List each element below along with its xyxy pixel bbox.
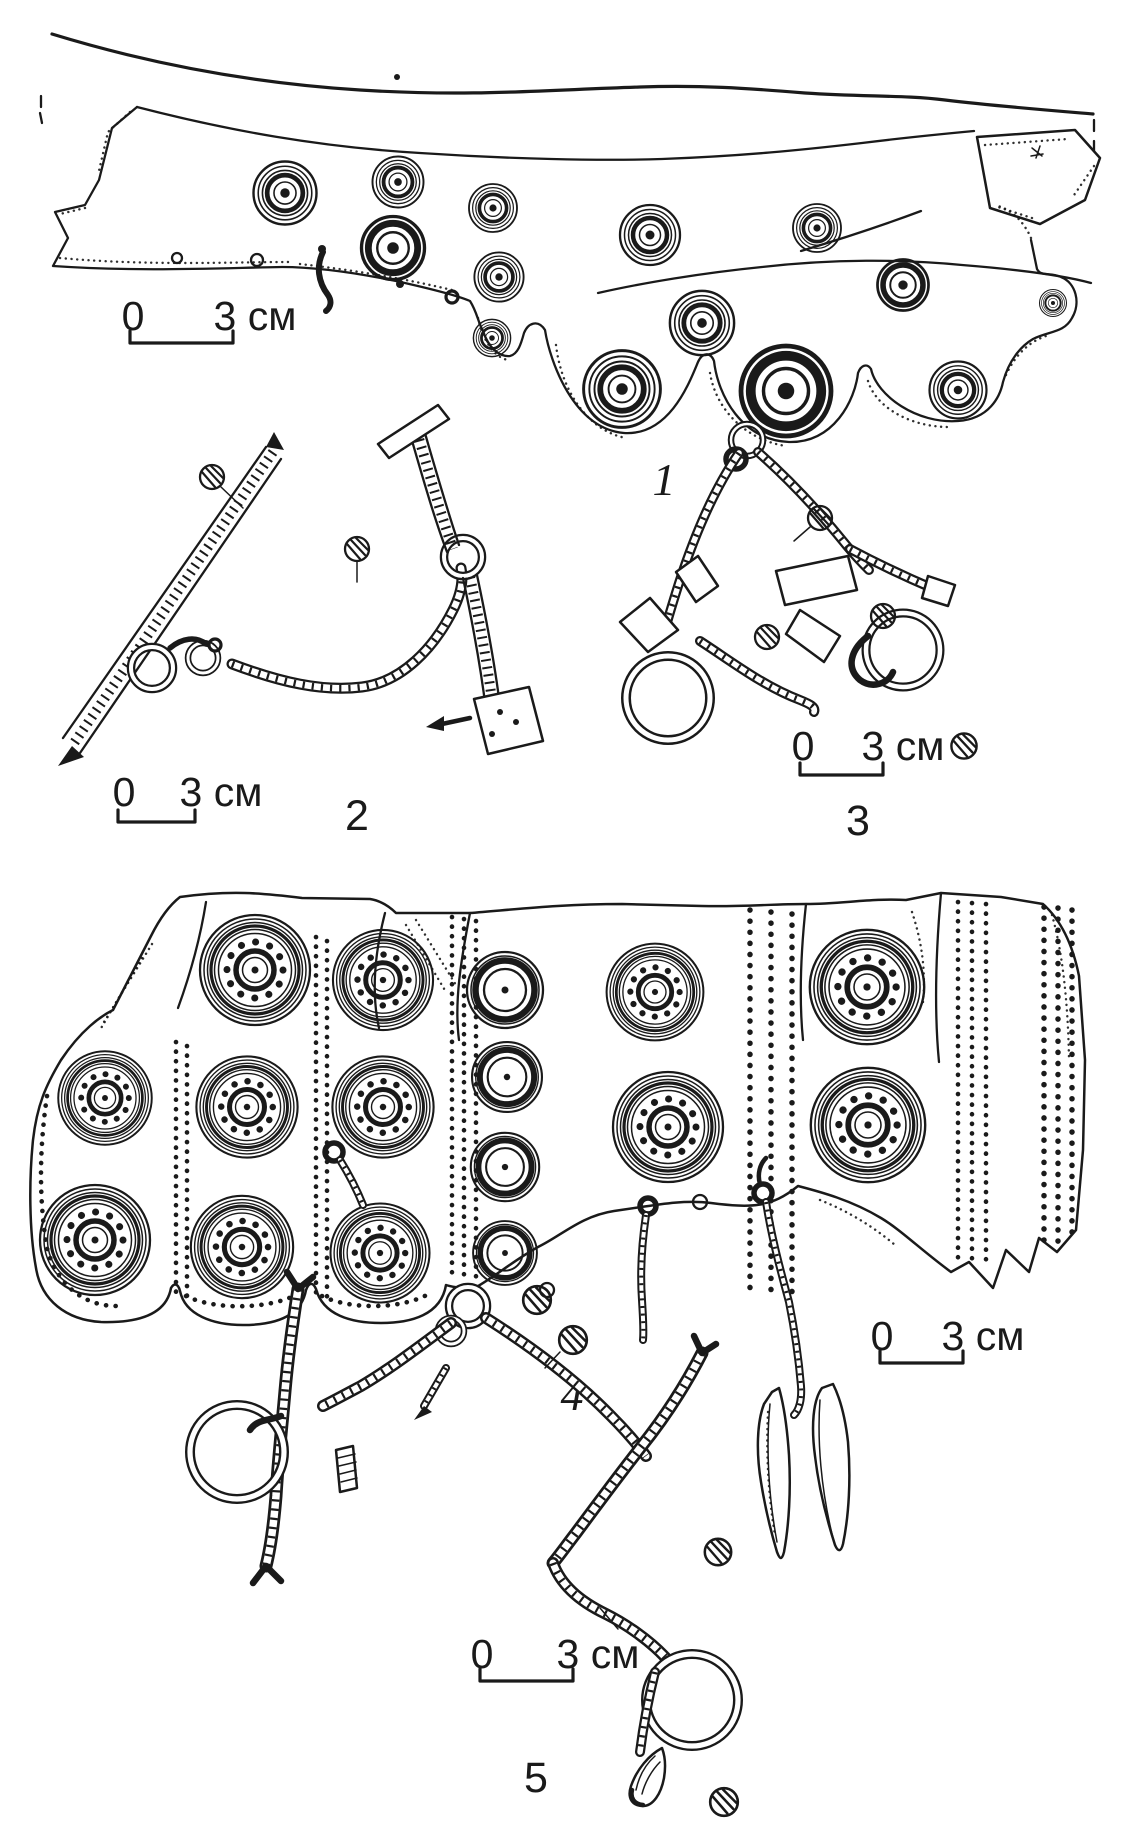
scale-bar-5 <box>471 1631 640 1681</box>
scale-bar-4 <box>871 1313 1025 1363</box>
plate-outline <box>53 107 1091 442</box>
left-twisted-cheekpiece <box>58 432 284 766</box>
scale-unit: 3 см <box>861 723 945 769</box>
strap-end-blades <box>758 1384 850 1558</box>
mouthpiece-bars <box>665 452 869 630</box>
scale-zero: 0 <box>121 293 145 339</box>
scale-bar-1 <box>122 293 297 343</box>
loose-nail <box>426 716 470 731</box>
plate-outline <box>30 893 1085 1325</box>
mouthpiece-bars <box>323 1318 646 1456</box>
artifact-5-horse-bit-drawing <box>190 1272 738 1816</box>
rein-loop-curl <box>131 639 221 689</box>
scale-unit: 3 см <box>941 1313 1025 1359</box>
scale-bar-3 <box>792 723 945 775</box>
scale-bar-2 <box>113 769 263 822</box>
artifact-2-horse-bit-drawing <box>58 405 543 766</box>
upper-strip <box>40 34 1094 160</box>
scale-zero: 0 <box>470 1631 494 1677</box>
item-label-2: 2 <box>345 792 369 840</box>
artifact-1-belt-plate-drawing <box>40 34 1100 446</box>
boss-ornaments <box>254 157 1067 437</box>
item-label-4: 4 <box>560 1369 584 1420</box>
scale-zero: 0 <box>791 723 815 769</box>
scale-unit: 3 см <box>556 1631 640 1677</box>
item-label-1: 1 <box>652 454 676 505</box>
scale-unit: 3 см <box>213 293 297 339</box>
scale-zero: 0 <box>870 1313 894 1359</box>
section-marks <box>200 465 369 582</box>
scale-unit: 3 см <box>179 769 263 815</box>
mouthpiece-link <box>232 568 462 688</box>
central-joint <box>438 1287 487 1344</box>
item-label-5: 5 <box>524 1754 548 1802</box>
scale-zero: 0 <box>112 769 136 815</box>
item-label-3: 3 <box>846 797 870 845</box>
